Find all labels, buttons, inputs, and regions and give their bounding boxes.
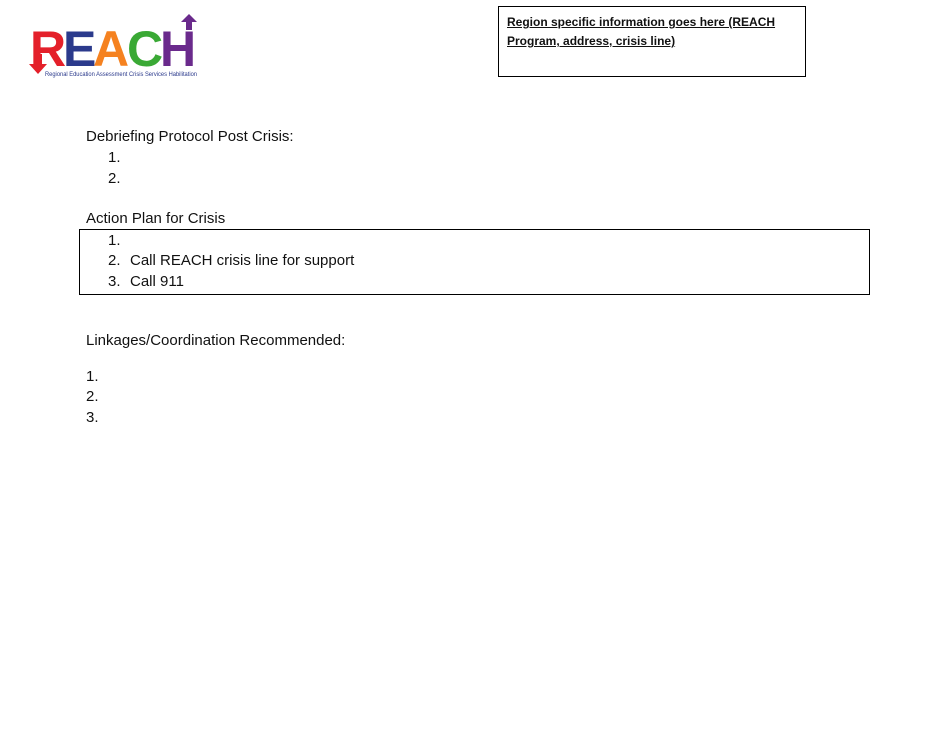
item-text: Call REACH crisis line for support	[130, 252, 355, 269]
action-plan-title: Action Plan for Crisis	[86, 210, 226, 227]
logo-letter-a: A	[93, 21, 130, 77]
item-number: 2.	[108, 252, 121, 269]
item-number: 1.	[108, 149, 121, 166]
action-plan-item	[108, 252, 354, 269]
logo-letter-e: E	[63, 21, 97, 77]
item-number: 1.	[108, 232, 121, 249]
item-number: 3.	[86, 409, 99, 426]
logo-letter-c: C	[127, 21, 164, 77]
logo-letter-r: R	[30, 21, 67, 77]
item-text: Call 911	[130, 273, 184, 290]
debriefing-item	[108, 170, 130, 187]
item-number: 2.	[108, 170, 121, 187]
linkages-item	[86, 409, 108, 426]
debriefing-title: Debriefing Protocol Post Crisis:	[86, 128, 294, 145]
debriefing-item	[108, 149, 130, 166]
linkages-item	[86, 388, 108, 405]
region-info-box	[498, 6, 806, 77]
linkages-item	[86, 368, 108, 385]
reach-logo-graphic	[28, 14, 203, 80]
action-plan-item	[108, 232, 130, 249]
linkages-title: Linkages/Coordination Recommended:	[86, 332, 346, 349]
item-number: 1.	[86, 368, 99, 385]
action-plan-item	[108, 273, 184, 290]
logo-tagline: Regional Education Assessment Crisis Services Habilitation	[45, 71, 198, 78]
logo-letter-h: H	[160, 21, 197, 77]
region-info-line-2: Program, address, crisis line)	[507, 34, 676, 48]
reach-logo	[28, 14, 203, 80]
item-number: 2.	[86, 388, 99, 405]
item-number: 3.	[108, 273, 121, 290]
region-info-line-1: Region specific information goes here (REACH	[507, 15, 776, 29]
